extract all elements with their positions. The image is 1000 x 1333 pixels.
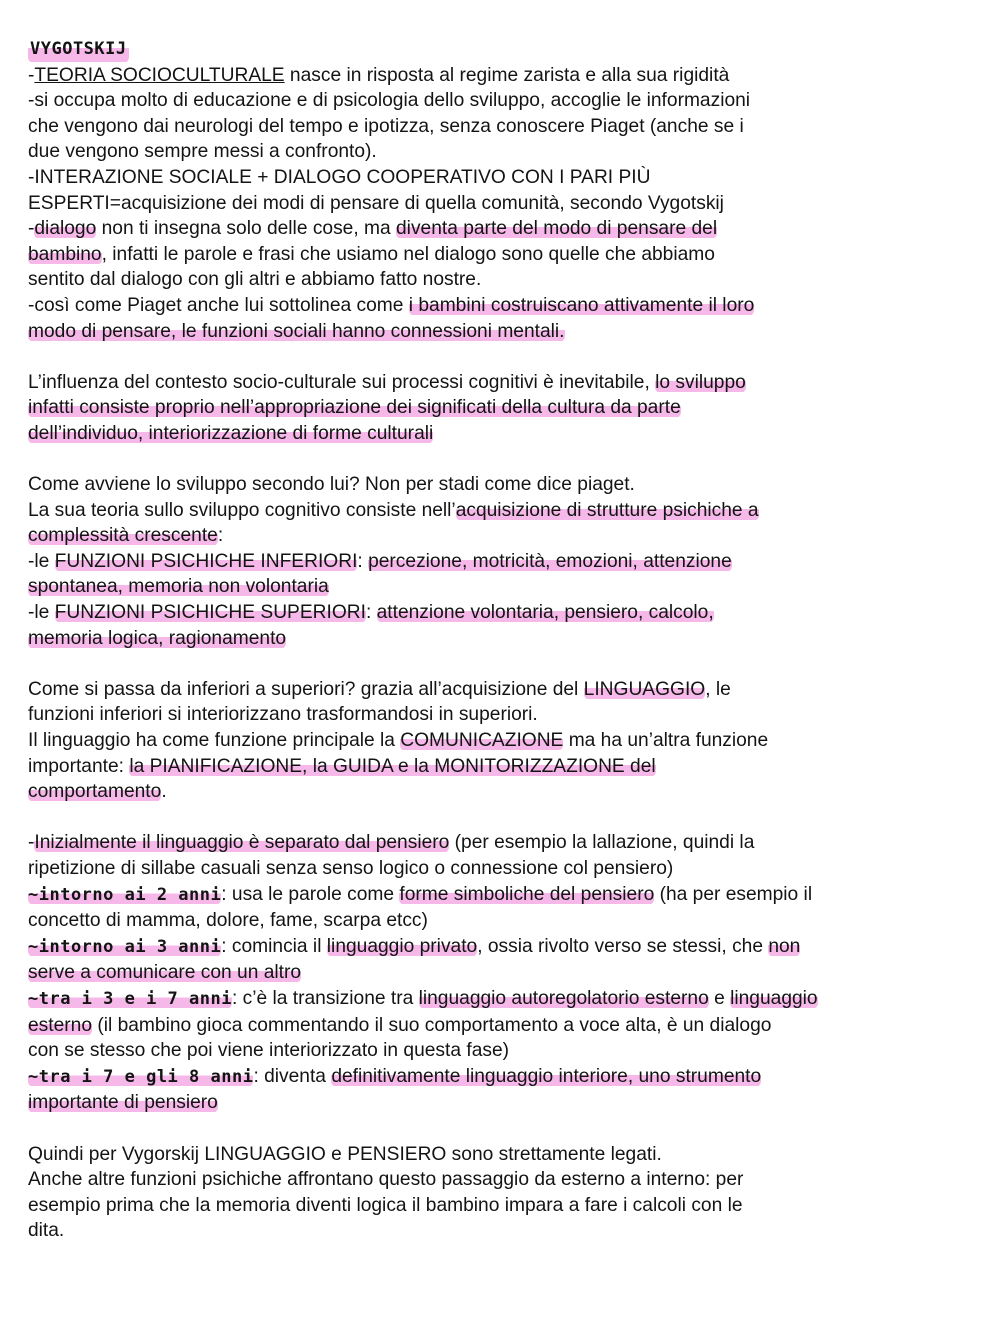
age-label: ~intorno ai 3 anni bbox=[28, 936, 222, 957]
highlighted-text: linguaggio autoregolatorio esterno bbox=[418, 987, 709, 1009]
text-span: -così come Piaget anche lui sottolinea come bbox=[28, 294, 409, 316]
text-span: , infatti le parole e frasi che usiamo nel dialogo sono quelle che abbiamo bbox=[101, 243, 715, 265]
text-line bbox=[28, 986, 972, 1013]
text-line bbox=[28, 395, 972, 421]
text-span: : diventa bbox=[253, 1065, 332, 1087]
text-span: , le bbox=[705, 678, 731, 700]
highlighted-text: linguaggio bbox=[730, 987, 818, 1009]
highlighted-text: attenzione volontaria, pensiero, calcolo, bbox=[376, 602, 714, 624]
text-span: : bbox=[217, 525, 224, 547]
text-span: . bbox=[161, 781, 167, 803]
text-line bbox=[28, 63, 972, 89]
text-line bbox=[28, 574, 972, 600]
text-span: che vengono dai neurologi del tempo e ipotizza, senza conoscere Piaget (anche se i bbox=[28, 115, 744, 137]
text-line bbox=[28, 754, 972, 780]
text-line bbox=[28, 728, 972, 754]
text-span: - bbox=[28, 832, 35, 854]
text-span: concetto di mamma, dolore, fame, scarpa etcc) bbox=[28, 910, 428, 932]
text-line bbox=[28, 549, 972, 575]
highlighted-text: i bambini costruiscano attivamente il loro bbox=[408, 294, 755, 316]
text-span: importante: bbox=[28, 755, 130, 777]
text-line bbox=[28, 293, 972, 319]
text-span: Quindi per Vygorskij LINGUAGGIO e PENSIERO sono strettamente legati. bbox=[28, 1143, 662, 1165]
paragraph bbox=[28, 63, 972, 345]
title-line bbox=[28, 36, 972, 63]
text-line bbox=[28, 114, 972, 140]
text-span: -le bbox=[28, 550, 55, 572]
highlighted-text: modo di pensare, le funzioni sociali hanno connessioni mentali. bbox=[28, 320, 565, 342]
highlighted-text: infatti consiste proprio nell’appropriazione dei significati della cultura da parte bbox=[28, 397, 681, 419]
highlighted-text: dell’individuo, interiorizzazione di forme culturali bbox=[28, 422, 434, 444]
age-label: ~tra i 3 e i 7 anni bbox=[28, 988, 232, 1009]
highlighted-text: spontanea, memoria non volontaria bbox=[28, 576, 329, 598]
notes-page bbox=[28, 36, 972, 1270]
highlighted-text: forme simboliche del pensiero bbox=[399, 883, 655, 905]
text-span: non ti insegna solo delle cose, ma bbox=[96, 218, 397, 240]
text-span: - bbox=[28, 218, 35, 240]
text-span: -INTERAZIONE SOCIALE + DIALOGO COOPERATIVO CON I PARI PIÙ bbox=[28, 166, 651, 188]
text-line bbox=[28, 1193, 972, 1219]
text-line bbox=[28, 1090, 972, 1116]
highlighted-text: percezione, motricità, emozioni, attenzione bbox=[368, 550, 732, 572]
text-span: Come si passa da inferiori a superiori? grazia all’acquisizione del bbox=[28, 678, 584, 700]
highlighted-text: importante di pensiero bbox=[28, 1092, 218, 1114]
text-line bbox=[28, 267, 972, 293]
text-line bbox=[28, 856, 972, 882]
text-span: TEORIA SOCIOCULTURALE bbox=[34, 64, 285, 86]
highlighted-text: comportamento bbox=[28, 781, 162, 803]
highlighted-text: FUNZIONI PSICHICHE SUPERIORI bbox=[54, 602, 366, 624]
text-span: ma ha un’altra funzione bbox=[563, 730, 769, 752]
text-line bbox=[28, 626, 972, 652]
notes-body bbox=[28, 63, 972, 1244]
text-line bbox=[28, 1142, 972, 1168]
text-line bbox=[28, 139, 972, 165]
text-span: L’influenza del contesto socio-culturale sui processi cognitivi è inevitabile, bbox=[28, 371, 656, 393]
highlighted-text: acquisizione di strutture psichiche a bbox=[455, 499, 759, 521]
text-span: ESPERTI=acquisizione dei modi di pensare di quella comunità, secondo Vygotskij bbox=[28, 192, 724, 214]
text-line bbox=[28, 908, 972, 934]
text-span: dita. bbox=[28, 1220, 65, 1242]
text-span: : comincia il bbox=[221, 935, 327, 957]
text-line bbox=[28, 165, 972, 191]
text-line bbox=[28, 600, 972, 626]
text-span: Il linguaggio ha come funzione principale la bbox=[28, 730, 401, 752]
text-line bbox=[28, 1167, 972, 1193]
text-span: (il bambino gioca commentando il suo comportamento a voce alta, è un dialogo bbox=[92, 1014, 772, 1036]
highlighted-text: complessità crescente bbox=[28, 525, 218, 547]
text-line bbox=[28, 370, 972, 396]
highlighted-text: lo sviluppo bbox=[655, 371, 746, 393]
text-span: : usa le parole come bbox=[221, 883, 400, 905]
text-span: : c’è la transizione tra bbox=[231, 987, 419, 1009]
highlighted-text: FUNZIONI PSICHICHE INFERIORI bbox=[54, 550, 358, 572]
text-span: due vengono sempre messi a confronto). bbox=[28, 141, 377, 163]
text-span: Anche altre funzioni psichiche affrontano questo passaggio da esterno a interno: per bbox=[28, 1169, 744, 1191]
text-line bbox=[28, 421, 972, 447]
highlighted-text: diventa parte del modo di pensare del bbox=[396, 218, 718, 240]
text-line bbox=[28, 191, 972, 217]
text-line bbox=[28, 677, 972, 703]
paragraph bbox=[28, 472, 972, 651]
text-span: ripetizione di sillabe casuali senza senso logico o connessione col pensiero) bbox=[28, 858, 674, 879]
text-line bbox=[28, 319, 972, 345]
text-span: La sua teoria sullo sviluppo cognitivo consiste nell’ bbox=[28, 499, 456, 521]
highlighted-text: memoria logica, ragionamento bbox=[28, 627, 287, 649]
text-line bbox=[28, 216, 972, 242]
text-line bbox=[28, 88, 972, 114]
text-span: (per esempio la lallazione, quindi la bbox=[449, 832, 755, 854]
text-span: nasce in risposta al regime zarista e alla sua rigidità bbox=[284, 64, 730, 86]
text-span: Come avviene lo sviluppo secondo lui? Non per stadi come dice piaget. bbox=[28, 474, 635, 496]
text-line bbox=[28, 1218, 972, 1244]
text-span: : bbox=[365, 602, 377, 624]
highlighted-text: Inizialmente il linguaggio è separato dal pensiero bbox=[34, 832, 450, 854]
highlighted-text: bambino bbox=[28, 243, 102, 265]
text-span: : bbox=[357, 550, 369, 572]
text-line bbox=[28, 960, 972, 986]
text-line bbox=[28, 702, 972, 728]
text-span: (ha per esempio il bbox=[654, 883, 813, 905]
highlighted-text: serve a comunicare con un altro bbox=[28, 962, 302, 984]
page-title: VYGOTSKIJ bbox=[28, 37, 129, 63]
text-line bbox=[28, 242, 972, 268]
text-line bbox=[28, 934, 972, 961]
text-line bbox=[28, 1013, 972, 1039]
text-line bbox=[28, 779, 972, 805]
text-line bbox=[28, 830, 972, 856]
age-label: ~tra i 7 e gli 8 anni bbox=[28, 1066, 254, 1087]
highlighted-text: COMUNICAZIONE bbox=[400, 730, 564, 752]
highlighted-text: definitivamente linguaggio interiore, uno strumento bbox=[331, 1065, 762, 1087]
text-line bbox=[28, 1038, 972, 1064]
highlighted-text: esterno bbox=[28, 1014, 92, 1036]
paragraph bbox=[28, 677, 972, 805]
text-span: esempio prima che la memoria diventi logica il bambino impara a fare i calcoli con le bbox=[28, 1194, 743, 1216]
text-line bbox=[28, 523, 972, 549]
paragraph bbox=[28, 1142, 972, 1244]
text-span: e bbox=[708, 987, 731, 1009]
text-line bbox=[28, 882, 972, 909]
text-line bbox=[28, 1064, 972, 1091]
text-span: funzioni inferiori si interiorizzano trasformandosi in superiori. bbox=[28, 704, 538, 726]
highlighted-text: LINGUAGGIO bbox=[583, 678, 706, 700]
text-line bbox=[28, 498, 972, 524]
paragraph bbox=[28, 830, 972, 1116]
highlighted-text: linguaggio privato bbox=[326, 935, 478, 957]
text-span: - bbox=[28, 64, 35, 86]
text-span: sentito dal dialogo con gli altri e abbiamo fatto nostre. bbox=[28, 269, 482, 291]
text-line bbox=[28, 472, 972, 498]
highlighted-text: non bbox=[768, 935, 801, 957]
paragraph bbox=[28, 370, 972, 447]
text-span: con se stesso che poi viene interiorizzato in questa fase) bbox=[28, 1040, 510, 1062]
age-label: ~intorno ai 2 anni bbox=[28, 884, 222, 905]
highlighted-text: dialogo bbox=[34, 218, 97, 240]
highlighted-text: la PIANIFICAZIONE, la GUIDA e la MONITORIZZAZIONE del bbox=[129, 755, 656, 777]
text-span: -si occupa molto di educazione e di psicologia dello sviluppo, accoglie le informazioni bbox=[28, 90, 751, 112]
text-span: -le bbox=[28, 602, 55, 624]
text-span: , ossia rivolto verso se stessi, che bbox=[477, 935, 769, 957]
